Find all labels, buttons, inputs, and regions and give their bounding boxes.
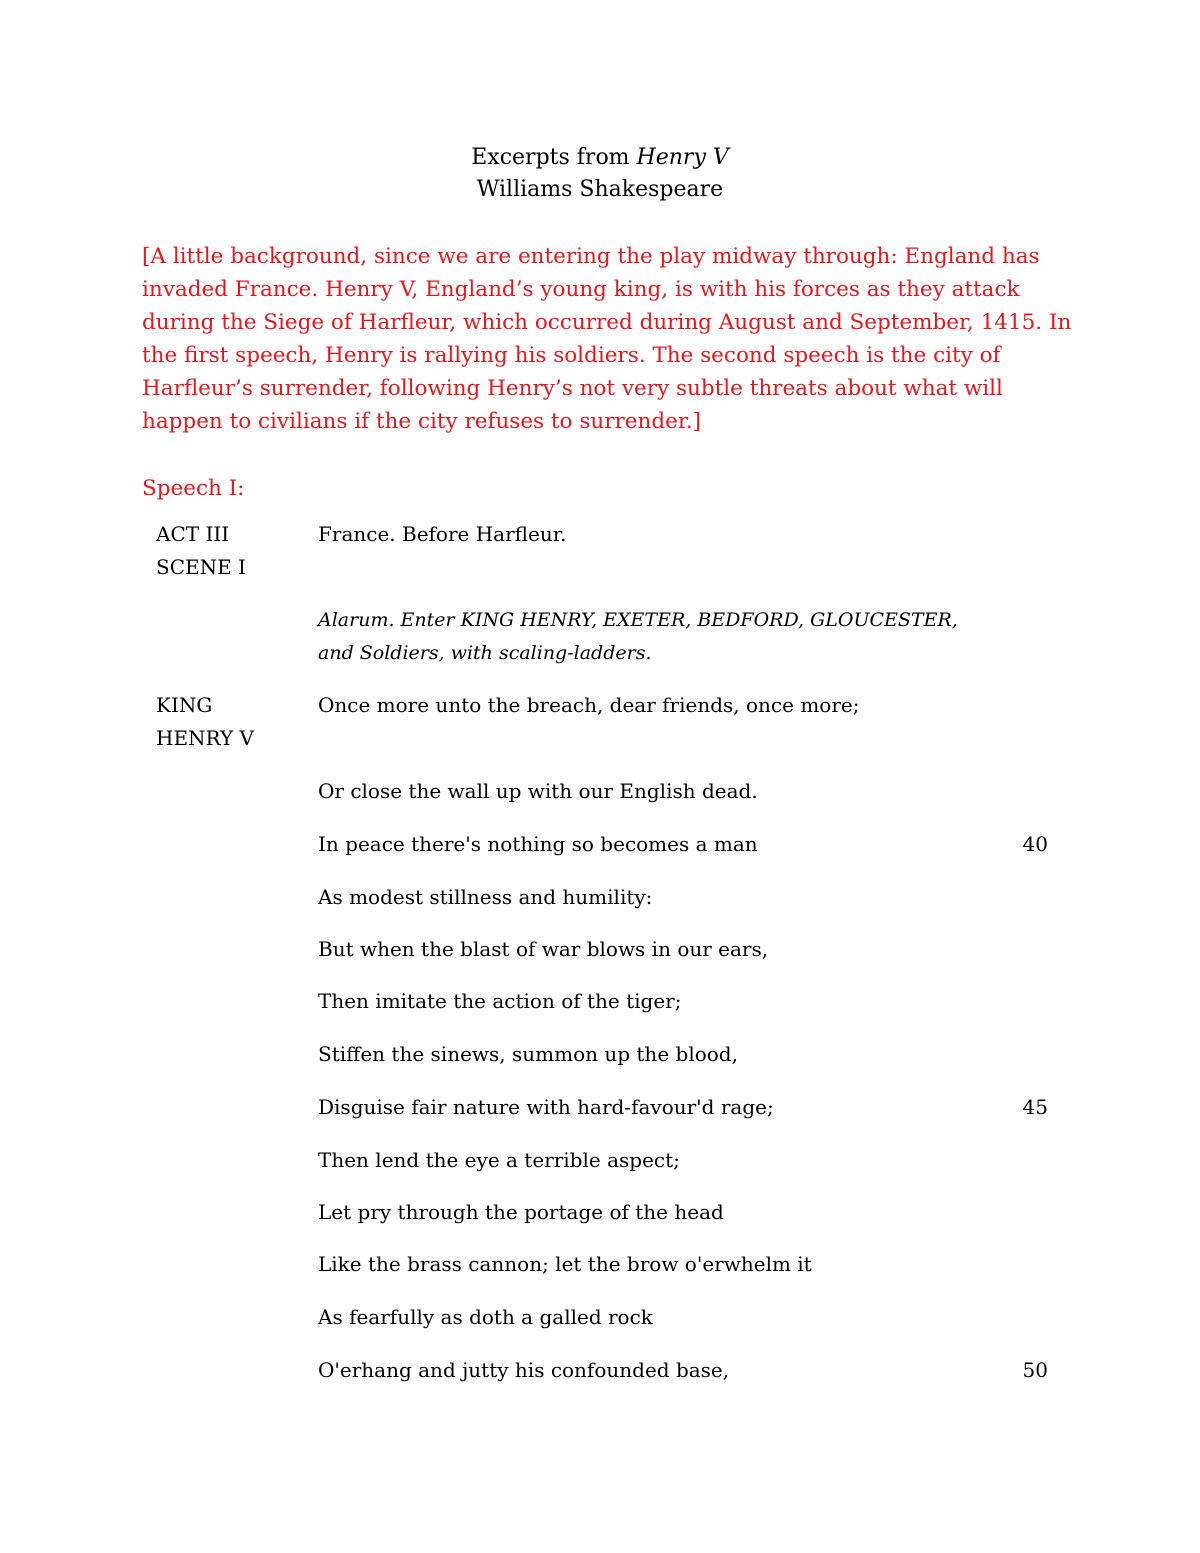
verse-line: Once more unto the breach, dear friends, once more; <box>318 693 860 717</box>
line-number: 50 <box>1022 1358 1048 1382</box>
verse-line: Like the brass cannon; let the brow o'erwhelm it <box>318 1252 812 1276</box>
verse-line: As fearfully as doth a galled rock <box>318 1305 653 1329</box>
document-title <box>0 142 1200 174</box>
speaker-name-line-2: HENRY V <box>156 726 254 750</box>
verse-line: Then lend the eye a terrible aspect; <box>318 1148 680 1172</box>
verse-line: Let pry through the portage of the head <box>318 1200 724 1224</box>
title-prefix: Excerpts from <box>471 145 637 170</box>
author-line: Williams Shakespeare <box>476 177 724 202</box>
stage-direction-line-2: and Soldiers, with scaling-ladders. <box>318 642 652 664</box>
scene-location: France. Before Harfleur. <box>318 522 567 546</box>
verse-line: Then imitate the action of the tiger; <box>318 989 682 1013</box>
title-work: Henry V <box>636 145 729 170</box>
scene-label: SCENE I <box>156 555 246 579</box>
stage-direction-line-1: Alarum. Enter KING HENRY, EXETER, BEDFORD, GLOUCESTER, <box>318 609 958 631</box>
verse-line: O'erhang and jutty his confounded base, <box>318 1358 730 1382</box>
verse-line: But when the blast of war blows in our ears, <box>318 937 769 961</box>
speech-label: Speech I: <box>142 476 245 501</box>
line-number: 40 <box>1022 832 1048 856</box>
act-label: ACT III <box>156 522 230 546</box>
background-note: [A little background, since we are entering the play midway through: England has invaded France. Henry V, England’s young king, is with his forces as they attack during the Siege of Harfleur, which occurred during August and September, 1415. In the first speech, Henry is rallying his soldiers. The second speech is the city of Harfleur’s surrender, following Henry’s not very subtle threats about what will happen to civilians if the city refuses to surrender.] <box>142 244 1072 434</box>
verse-line: Or close the wall up with our English dead. <box>318 779 758 803</box>
verse-line: Disguise fair nature with hard-favour'd rage; <box>318 1095 774 1119</box>
verse-line: In peace there's nothing so becomes a man <box>318 832 758 856</box>
verse-line: Stiffen the sinews, summon up the blood, <box>318 1042 738 1066</box>
verse-line: As modest stillness and humility: <box>318 885 653 909</box>
speaker-name-line-1: KING <box>156 693 213 717</box>
line-number: 45 <box>1022 1095 1048 1119</box>
